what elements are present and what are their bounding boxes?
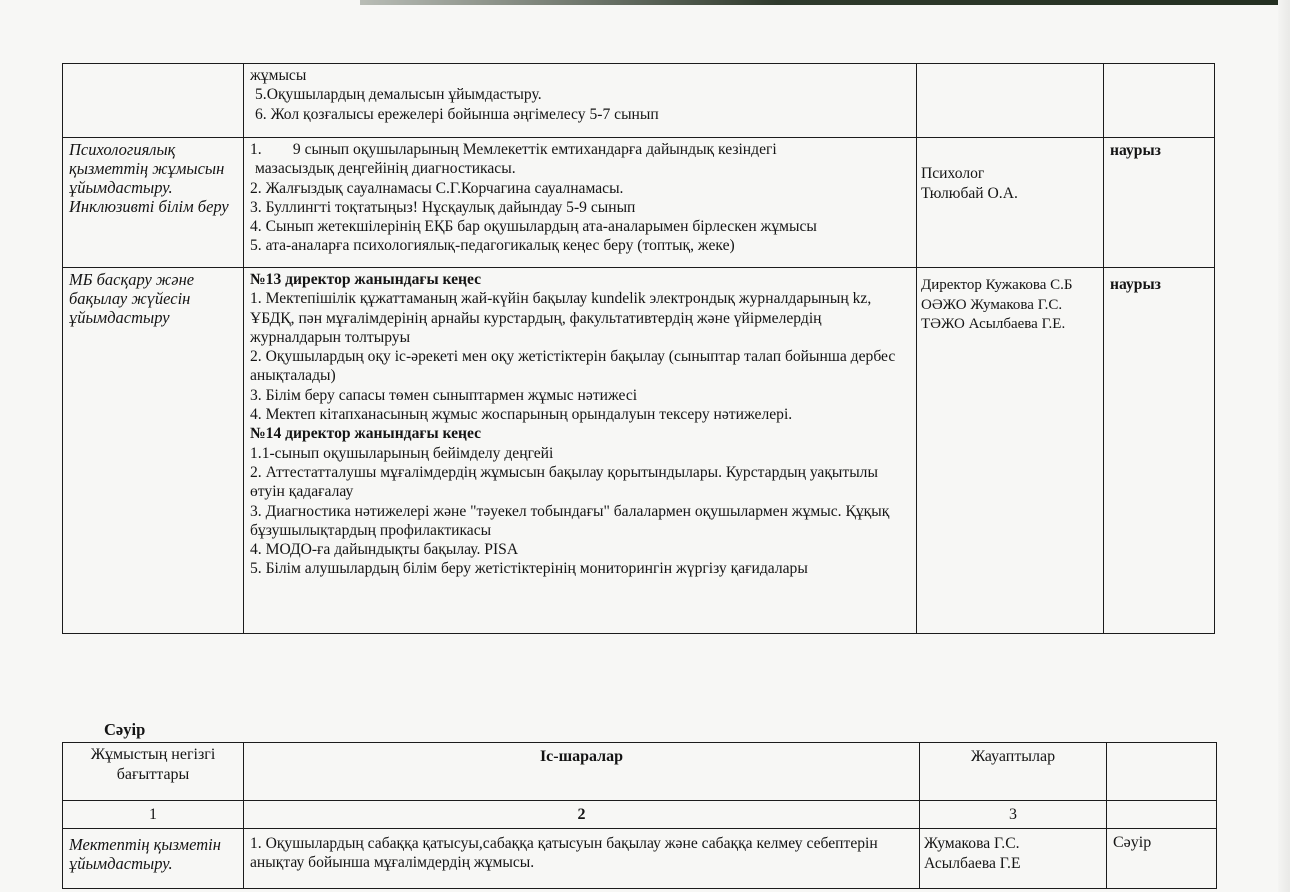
responsible-name: ТӘЖО Асылбаева Г.Е. [921, 316, 1066, 332]
column-number [1107, 801, 1217, 829]
date-cell [1104, 64, 1215, 138]
header-row [63, 743, 1217, 801]
activities-cell [244, 64, 917, 138]
responsible-cell [917, 268, 1104, 634]
activity-line: 3. Диагностика нәтижелері және "тәуекел тобындағы" балалармен оқушылармен жұмыс. Құқық бұзушылықтардың профилактикасы [250, 502, 890, 539]
council-heading: №14 директор жанындағы кеңес [250, 425, 482, 443]
table-row [63, 138, 1215, 268]
activity-line: 5. ата-аналарға психологиялық-педагогикалық кеңес беру (топтық, жеке) [250, 237, 735, 255]
activities-cell [244, 268, 917, 634]
activity-line: 1. 9 сынып оқушыларының Мемлекеттік емтихандарға дайындық кезіндегі [250, 141, 777, 158]
activity-line: 4. МОДО-ға дайындықты бақылау. PISA [250, 541, 519, 559]
responsible-name: Асылбаева Г.Е [924, 854, 1021, 872]
table-row [63, 268, 1215, 634]
plan-table-april [62, 742, 1217, 889]
column-header [1107, 743, 1217, 801]
date-cell: наурыз [1104, 138, 1215, 268]
direction-cell: Психологиялық қызметтің жұмысын ұйымдастыру. Инклюзивті білім беру [63, 138, 244, 268]
activity-line: 3. Буллингті тоқтатыңыз! Нұсқаулық дайындау 5-9 сынып [250, 198, 636, 216]
table-row [63, 64, 1215, 138]
number-row [63, 801, 1217, 829]
activity-line: 6. Жол қозғалысы ережелері бойынша әңгімелесу 5-7 сынып [255, 105, 659, 123]
responsible-name: Жумакова Г.С. [924, 835, 1020, 852]
plan-table-march [62, 63, 1215, 634]
activity-line: 1.1-сынып оқушыларының бейімделу деңгейі [250, 444, 554, 462]
activity-line: 2. Жалғыздық сауалнамасы С.Г.Корчагина сауалнамасы. [250, 179, 624, 197]
responsible-name: ОӘЖО Жумакова Г.С. [921, 296, 1063, 313]
column-header: Іс-шаралар [244, 743, 920, 801]
responsible-cell [920, 829, 1107, 889]
date-cell: Сәуір [1107, 829, 1217, 889]
responsible-name: Психолог [921, 165, 985, 182]
responsible-name: Тюлюбай О.А. [921, 184, 1018, 202]
activity-line: 4. Сынып жетекшілерінің ЕҚБ бар оқушылардың ата-аналарымен бірлескен жұмысы [250, 218, 817, 236]
scan-top-edge [360, 0, 1290, 5]
column-header: Жауаптылар [920, 743, 1107, 801]
activity-line: 2. Аттестатталушы мұғалімдердің жұмысын бақылау қорытындылары. Курстардың уақытылы өтуін қадағалау [250, 463, 878, 501]
responsible-cell [917, 138, 1104, 268]
activity-line: 1. Мектепішілік құжаттаманың жай-күйін бақылау kundelik электрондық журналдарының kz, ҰБДҚ, пән мұғалімдерінің арнайы курстардың, факультативтердің және үйірмелердің журналдарын толтыруы [250, 290, 872, 346]
direction-cell: Мектептің қызметін ұйымдастыру. [63, 829, 244, 889]
activity-line: 5. Білім алушылардың білім беру жетістіктерінің мониторингін жүргізу қағидалары [250, 560, 808, 578]
column-header: Жұмыстың негізгі бағыттары [63, 743, 244, 801]
date-cell: наурыз [1104, 268, 1215, 634]
activity-line: жұмысы [250, 67, 307, 84]
direction-cell [63, 64, 244, 138]
responsible-name: Директор Кужакова С.Б [921, 277, 1073, 293]
activity-line: 2. Оқушылардың оқу іс-әрекеті мен оқу жетістіктерін бақылау (сыныптар талап бойынша дербес анықталады) [250, 348, 896, 385]
activity-line: 4. Мектеп кітапханасының жұмыс жоспарының орындалуын тексеру нәтижелері. [250, 406, 793, 424]
activity-line: 5.Оқушылардың демалысын ұйымдастыру. [255, 86, 542, 104]
activity-line: мазасыздық деңгейінің диагностикасы. [255, 160, 516, 178]
table-row [63, 829, 1217, 889]
column-number: 2 [244, 801, 920, 829]
activity-line: 3. Білім беру сапасы төмен сыныптармен жұмыс нәтижесі [250, 386, 638, 404]
column-number: 3 [920, 801, 1107, 829]
month-title: Сәуір [104, 720, 146, 739]
responsible-cell [917, 64, 1104, 138]
scan-right-edge [1278, 0, 1290, 892]
activities-cell: 1. Оқушылардың сабаққа қатысуы,сабаққа қатысуын бақылау және сабаққа келмеу себептерін анықтау бойынша мұғалімдердің жұмысы. [244, 829, 920, 889]
column-number: 1 [63, 801, 244, 829]
activities-cell [244, 138, 917, 268]
council-heading: №13 директор жанындағы кеңес [250, 271, 482, 288]
direction-cell: МБ басқару және бақылау жүйесін ұйымдастыру [63, 268, 244, 634]
